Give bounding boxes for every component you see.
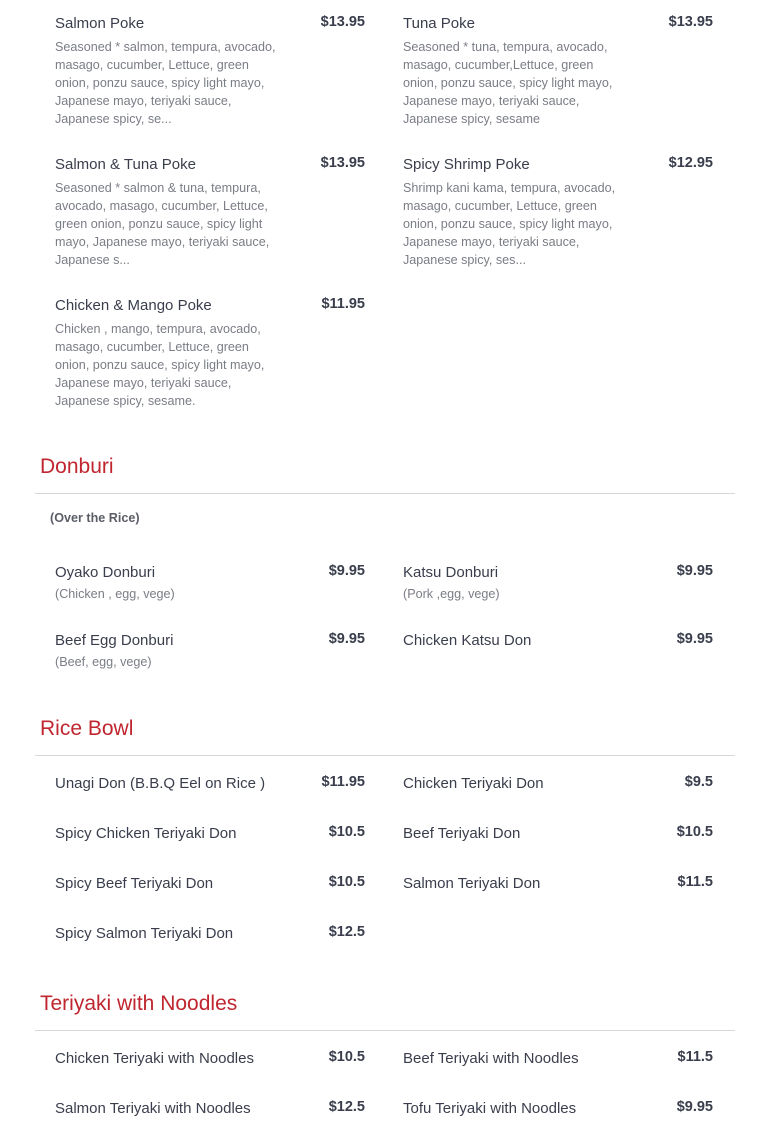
item-name: Salmon Teriyaki with Noodles [55, 1100, 251, 1117]
section-divider [35, 493, 735, 494]
item-name: Salmon & Tuna Poke [55, 156, 196, 173]
item-name: Tuna Poke [403, 15, 475, 32]
item-price: $13.95 [320, 14, 365, 30]
item-description: (Pork ,egg, vege) [403, 587, 500, 601]
item-name: Spicy Shrimp Poke [403, 156, 530, 173]
section-divider [35, 1030, 735, 1031]
item-price: $10.5 [328, 824, 365, 840]
item-price: $9.5 [684, 774, 713, 790]
item-price: $12.5 [328, 924, 365, 940]
item-name: Unagi Don (B.B.Q Eel on Rice ) [55, 775, 266, 792]
item-name: Chicken Teriyaki with Noodles [55, 1050, 254, 1067]
item-price: $10.5 [676, 824, 713, 840]
item-description: Seasoned * salmon, tempura, avocado, masago, cucumber, Lettuce, green onion, ponzu sauce, spicy light mayo, Japanese mayo, teriyaki sauce, Japanese spicy, se... [55, 40, 276, 126]
item-price: $13.95 [320, 155, 365, 171]
item-name: Beef Teriyaki with Noodles [403, 1050, 579, 1067]
item-description: Shrimp kani kama, tempura, avocado, masago, cucumber, Lettuce, green onion, ponzu sauce, spicy light mayo, Japanese mayo, teriyaki sauce, Japanese spicy, ses... [403, 181, 616, 267]
item-price: $9.95 [328, 631, 365, 647]
item-price: $10.5 [328, 874, 365, 890]
item-name: Salmon Teriyaki Don [403, 875, 541, 892]
item-price: $11.5 [677, 874, 713, 890]
item-description: (Chicken , egg, vege) [55, 587, 175, 601]
item-name: Beef Teriyaki Don [403, 825, 521, 842]
item-description: (Beef, egg, vege) [55, 655, 152, 669]
item-name: Spicy Beef Teriyaki Don [55, 875, 214, 892]
item-name: Chicken & Mango Poke [55, 297, 212, 314]
item-price: $12.95 [668, 155, 713, 171]
item-name: Oyako Donburi [55, 564, 156, 581]
item-price: $9.95 [676, 563, 713, 579]
item-price: $11.95 [321, 774, 365, 790]
item-name: Katsu Donburi [403, 564, 499, 581]
item-price: $13.95 [668, 14, 713, 30]
section-divider [35, 755, 735, 756]
item-name: Spicy Salmon Teriyaki Don [55, 925, 234, 942]
item-price: $11.5 [677, 1049, 713, 1065]
item-price: $9.95 [676, 1099, 713, 1115]
section-title-donburi: Donburi [40, 455, 114, 478]
item-description: Seasoned * salmon & tuna, tempura, avocado, masago, cucumber, Lettuce, green onion, ponzu sauce, spicy light mayo, Japanese mayo, teriyaki sauce, Japanese s... [55, 181, 270, 267]
section-title-teriyaki-noodles: Teriyaki with Noodles [40, 992, 238, 1015]
section-title-rice-bowl: Rice Bowl [40, 717, 134, 740]
item-price: $12.5 [328, 1099, 365, 1115]
item-price: $10.5 [328, 1049, 365, 1065]
item-name: Tofu Teriyaki with Noodles [403, 1100, 577, 1117]
item-description: Chicken , mango, tempura, avocado, masago, cucumber, Lettuce, green onion, ponzu sauce, spicy light mayo, Japanese mayo, teriyaki sauce, Japanese spicy, sesame. [55, 322, 265, 408]
item-name: Chicken Katsu Don [403, 632, 532, 649]
item-price: $11.95 [321, 296, 365, 312]
item-name: Spicy Chicken Teriyaki Don [55, 825, 237, 842]
item-description: Seasoned * tuna, tempura, avocado, masago, cucumber,Lettuce, green onion, ponzu sauce, spicy light mayo, Japanese mayo, teriyaki sauce, Japanese spicy, sesame [403, 40, 613, 126]
item-name: Chicken Teriyaki Don [403, 775, 544, 792]
item-name: Beef Egg Donburi [55, 632, 174, 649]
item-name: Salmon Poke [55, 15, 145, 32]
item-price: $9.95 [328, 563, 365, 579]
section-note: (Over the Rice) [50, 511, 140, 525]
item-price: $9.95 [676, 631, 713, 647]
